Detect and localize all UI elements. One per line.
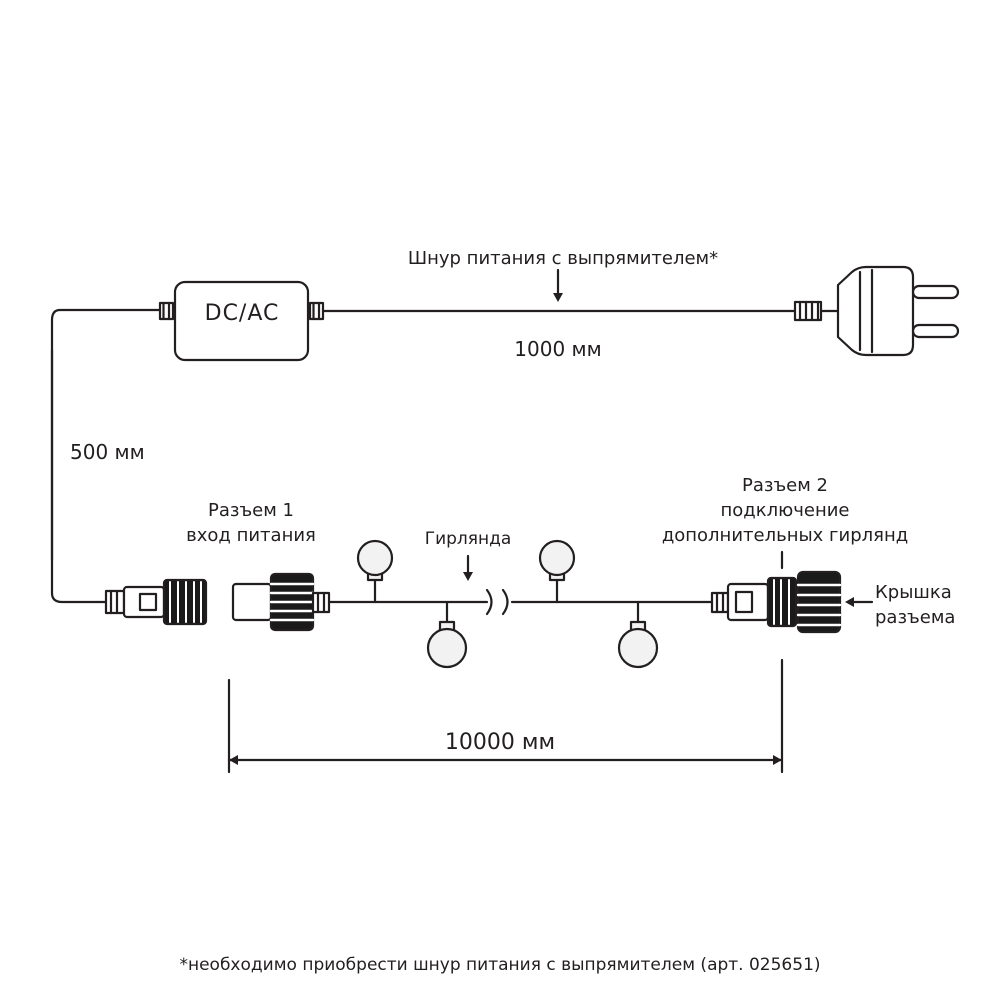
label-cap-line2: разъема (875, 607, 956, 628)
label-total-length: 10000 мм (444, 730, 556, 755)
label-garland: Гирлянда (424, 529, 512, 549)
label-connector1-line2: вход питания (186, 525, 316, 546)
label-cap-line1: Крышка (875, 582, 952, 603)
mains-plug (838, 267, 958, 355)
connector-2 (712, 572, 840, 632)
footnote-text: *необходимо приобрести шнур питания с выпрямителем (арт. 025651) (179, 955, 821, 975)
label-connector2-line2: подключение (720, 500, 850, 521)
mains-cord (323, 302, 838, 320)
label-connector2-line1: Разъем 2 (741, 475, 829, 496)
label-dcac: DC/AC (204, 301, 280, 326)
label-length-1000: 1000 мм (514, 337, 602, 361)
garland-pointer (463, 556, 473, 581)
label-length-500: 500 мм (70, 440, 145, 464)
garland-wire (329, 590, 712, 614)
label-connector1-line1: Разъем 1 (207, 500, 295, 521)
label-power-cord: Шнур питания с выпрямителем* (407, 248, 719, 269)
cap-pointer (845, 597, 872, 607)
connector-1 (98, 574, 329, 630)
power-cord-pointer (553, 270, 563, 302)
label-connector2-line3: дополнительных гирлянд (661, 525, 909, 546)
